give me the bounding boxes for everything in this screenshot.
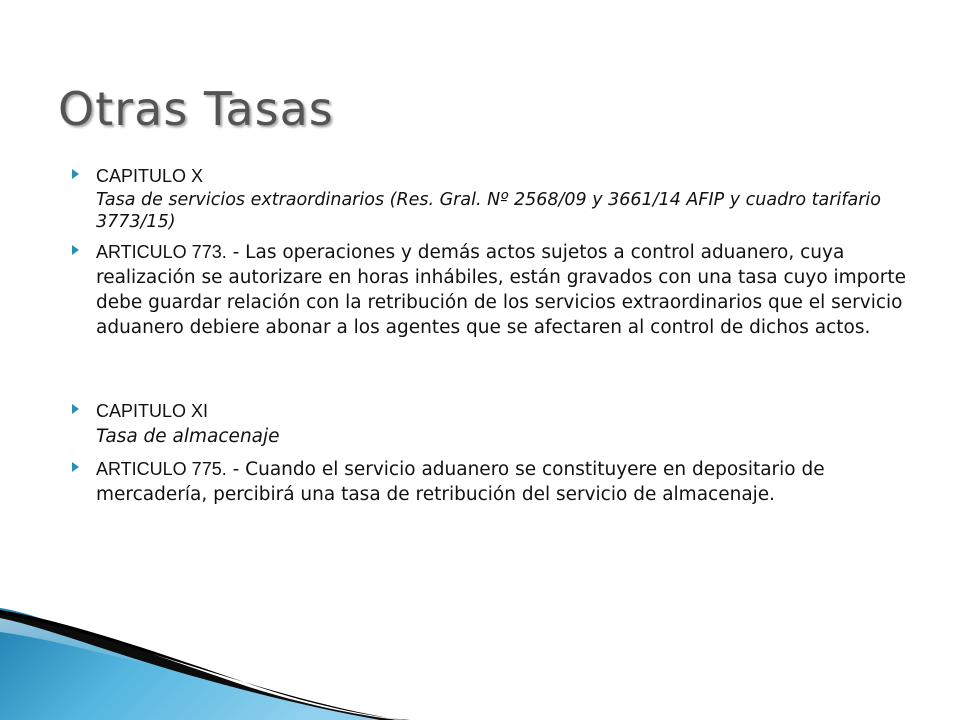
bullet-capitulo-xi bbox=[72, 399, 908, 449]
bullet-body bbox=[96, 164, 908, 233]
bullet-text: - Cuando el servicio aduanero se constituyere en depositario de mercadería, percibirá una tasa de retribución del servicio de almacenaje. bbox=[96, 459, 825, 505]
triangle-bullet-icon bbox=[72, 245, 79, 255]
bullet-capitulo-x bbox=[72, 164, 908, 233]
triangle-bullet-icon bbox=[72, 462, 79, 472]
bullet-subtitle: Tasa de almacenaje bbox=[96, 426, 280, 447]
triangle-bullet-icon bbox=[72, 169, 79, 179]
bullet-body bbox=[96, 240, 908, 340]
bullet-articulo-775 bbox=[72, 457, 908, 507]
bullet-subtitle: Tasa de servicios extraordinarios (Res. Gral. Nº 2568/09 y 3661/14 AFIP y cuadro tarifario 3773/15) bbox=[96, 190, 881, 232]
bullet-heading: ARTICULO 775. bbox=[96, 459, 227, 479]
corner-swoosh-decoration bbox=[0, 580, 440, 720]
bullet-heading: ARTICULO 773. bbox=[96, 242, 227, 262]
bullet-articulo-773 bbox=[72, 240, 908, 340]
triangle-bullet-icon bbox=[72, 404, 79, 414]
slide-title: Otras Tasas bbox=[58, 82, 334, 136]
bullet-text: - Las operaciones y demás actos sujetos a control aduanero, cuya realización se autorizare en horas inhábiles, están gravados con una tasa cuyo importe debe guardar relación con la retribución de los servicios extraordinarios que el servicio aduanero debiere abonar a los agentes que se afectaren al control de dichos actos. bbox=[96, 242, 906, 338]
bullet-body bbox=[96, 399, 908, 449]
bullet-heading: CAPITULO X bbox=[96, 166, 204, 186]
bullet-heading: CAPITULO XI bbox=[96, 401, 209, 421]
bullet-body bbox=[96, 457, 908, 507]
